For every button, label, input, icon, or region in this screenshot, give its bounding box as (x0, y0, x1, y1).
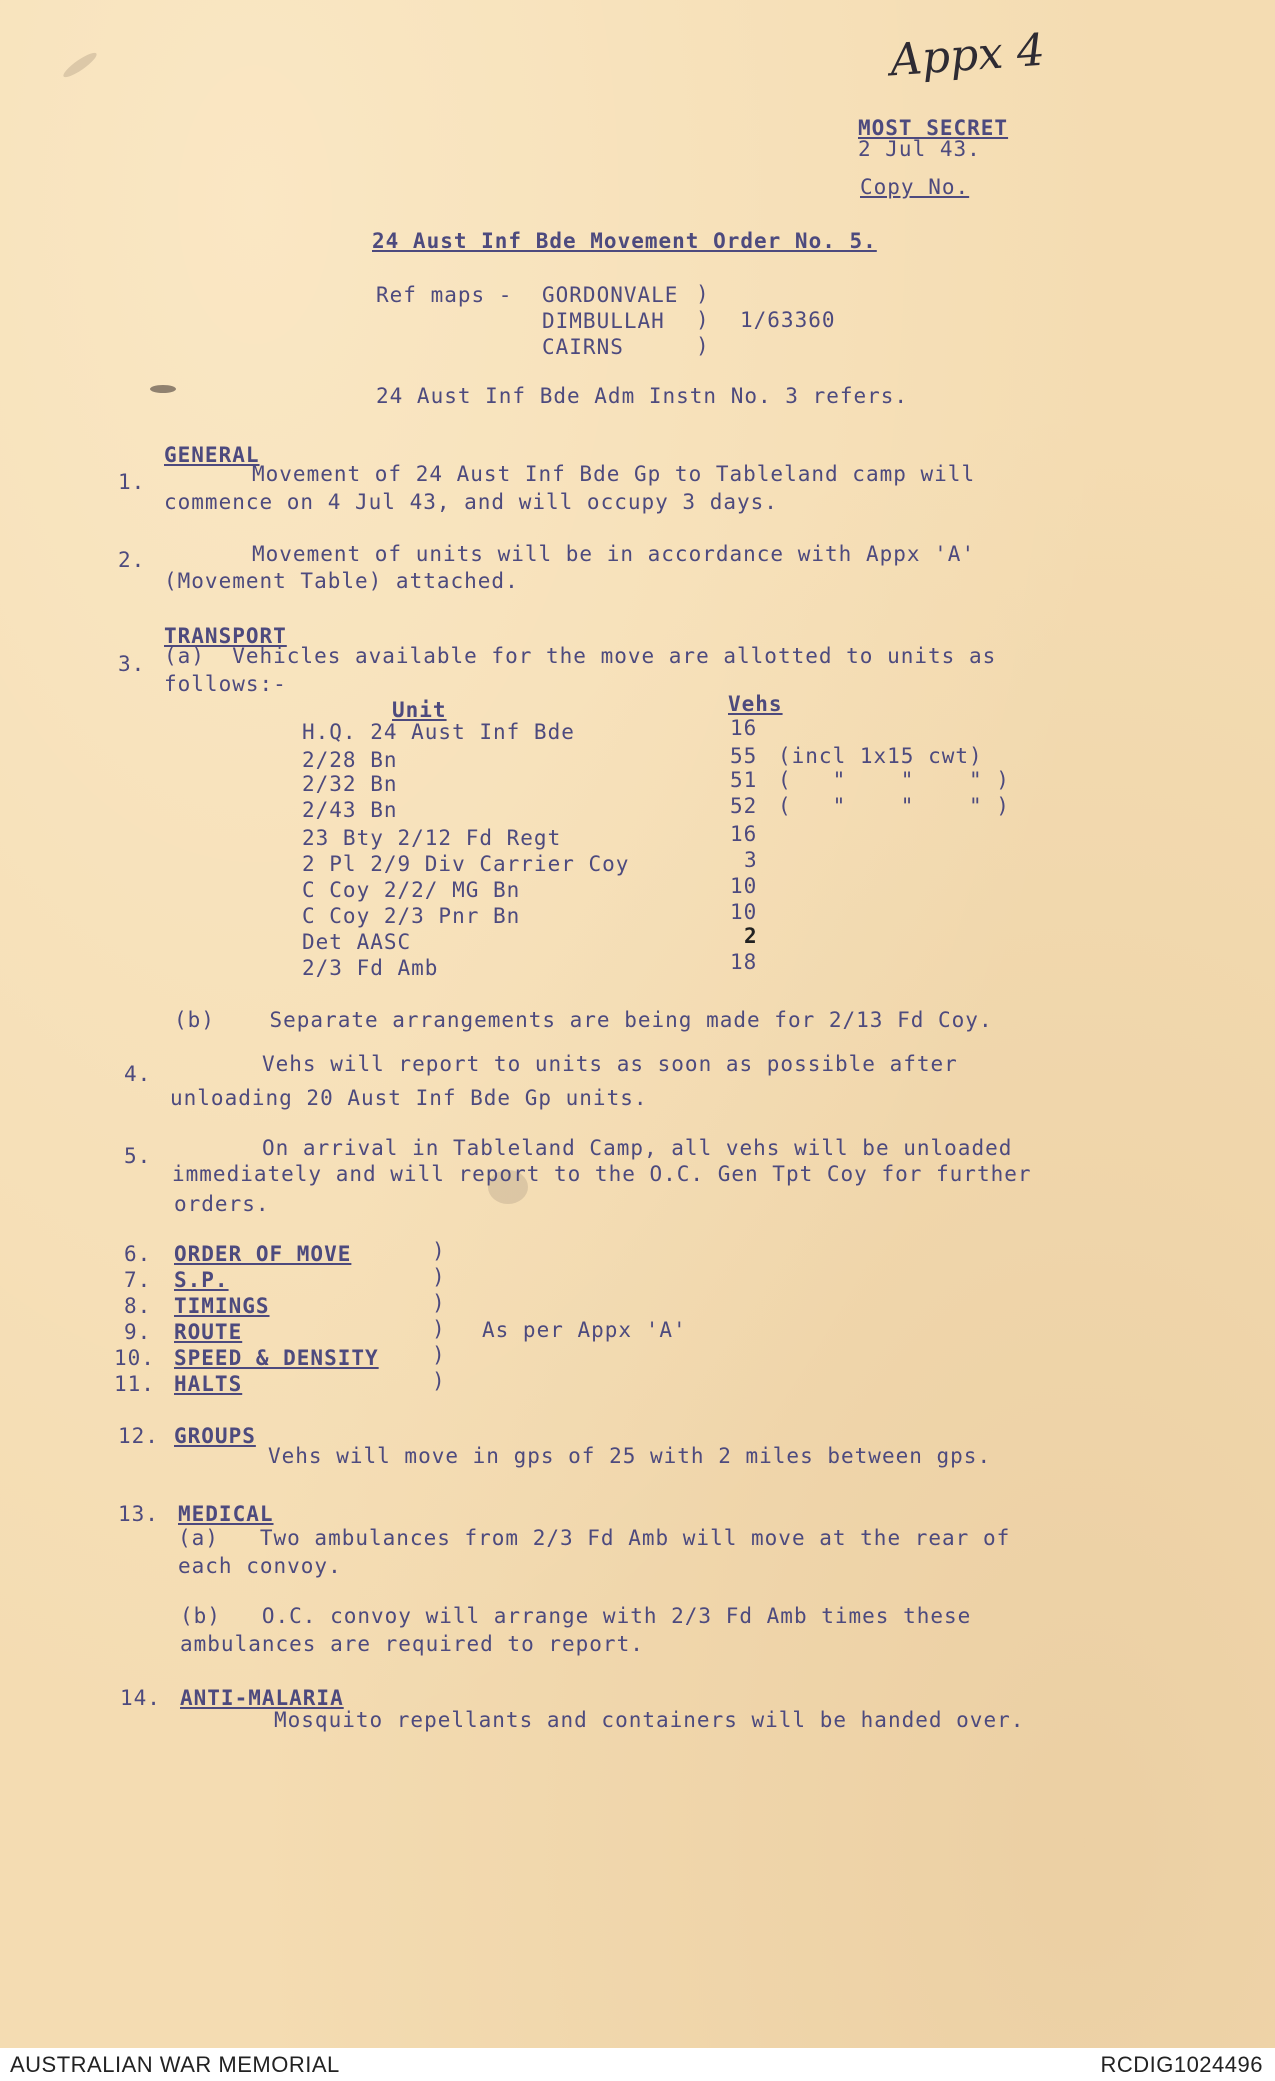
column-header-unit: Unit (392, 698, 447, 722)
para-number: 12. (118, 1424, 159, 1448)
as-per-appx-note: As per Appx 'A' (482, 1318, 687, 1342)
unit-name: C Coy 2/2/ MG Bn (302, 878, 521, 902)
column-header-vehs: Vehs (728, 692, 783, 716)
unit-name: H.Q. 24 Aust Inf Bde (302, 720, 575, 744)
unit-name: C Coy 2/3 Pnr Bn (302, 904, 521, 928)
para-number: 14. (120, 1686, 161, 1710)
para-number: 7. (124, 1268, 152, 1292)
section-heading-groups: GROUPS (174, 1424, 256, 1448)
para-number: 5. (124, 1144, 152, 1168)
unit-name: 2 Pl 2/9 Div Carrier Coy (302, 852, 630, 876)
document-title: 24 Aust Inf Bde Movement Order No. 5. (372, 229, 877, 253)
unit-name: 2/43 Bn (302, 798, 398, 822)
para-text: On arrival in Tableland Camp, all vehs will be unloaded (262, 1136, 1013, 1160)
document-date: 2 Jul 43. (858, 137, 981, 161)
vehicle-count: 3 (744, 848, 758, 872)
vehicle-count: 10 (730, 874, 758, 898)
brace: ) ) ) ) ) ) (432, 1239, 445, 1393)
vehicle-count: 51 (730, 768, 758, 792)
adm-instruction-ref: 24 Aust Inf Bde Adm Instn No. 3 refers. (376, 384, 909, 408)
vehicle-count: 16 (730, 822, 758, 846)
para-number: 9. (124, 1320, 152, 1344)
para-text: (Movement Table) attached. (164, 569, 519, 593)
para-number: 13. (118, 1502, 159, 1526)
ink-smudge (61, 49, 100, 80)
vehicle-note: ( " " " ) (778, 768, 1010, 792)
footer-record-id: RCDIG1024496 (1100, 2052, 1263, 2077)
item-heading: SPEED & DENSITY (174, 1346, 379, 1370)
brace: ) ) ) (696, 282, 709, 358)
para-text: (a) Two ambulances from 2/3 Fd Amb will move at the rear of (178, 1526, 1011, 1550)
unit-name: 23 Bty 2/12 Fd Regt (302, 826, 562, 850)
unit-name: 2/3 Fd Amb (302, 956, 439, 980)
item-heading: ORDER OF MOVE (174, 1242, 352, 1266)
para-text: unloading 20 Aust Inf Bde Gp units. (170, 1086, 648, 1110)
section-heading-medical: MEDICAL (178, 1502, 274, 1526)
para-number: 8. (124, 1294, 152, 1318)
vehicle-count: 52 (730, 794, 758, 818)
vehicle-count: 16 (730, 716, 758, 740)
para-text: orders. (174, 1192, 270, 1216)
section-heading-transport: TRANSPORT (164, 624, 287, 648)
para-text: (a) Vehicles available for the move are allotted to units as (164, 644, 997, 668)
vehicle-count: 55 (730, 744, 758, 768)
para-text: Movement of 24 Aust Inf Bde Gp to Tableland camp will (252, 462, 976, 486)
para-text: each convoy. (178, 1554, 342, 1578)
para-text: (b) O.C. convoy will arrange with 2/3 Fd Amb times these (180, 1604, 972, 1628)
vehicle-count: 10 (730, 900, 758, 924)
para-text: Vehs will move in gps of 25 with 2 miles between gps. (268, 1444, 992, 1468)
para-number: 4. (124, 1062, 152, 1086)
ref-map-name: DIMBULLAH (542, 309, 665, 333)
unit-name: Det AASC (302, 930, 412, 954)
item-heading: S.P. (174, 1268, 229, 1292)
ref-map-name: GORDONVALE (542, 283, 679, 307)
para-text: immediately and will report to the O.C. Gen Tpt Coy for further (172, 1162, 1032, 1186)
ref-map-name: CAIRNS (542, 335, 624, 359)
section-heading-general: GENERAL (164, 443, 260, 467)
para-text: Mosquito repellants and containers will be handed over. (274, 1708, 1025, 1732)
para-text: Movement of units will be in accordance with Appx 'A' (252, 542, 976, 566)
vehicle-count: 2 (744, 924, 758, 948)
para-text: commence on 4 Jul 43, and will occupy 3 days. (164, 490, 778, 514)
handwritten-annotation: Appx 4 (888, 24, 1047, 87)
archive-footer (0, 2048, 1275, 2081)
vehicle-note: ( " " " ) (778, 794, 1010, 818)
unit-name: 2/28 Bn (302, 748, 398, 772)
vehicle-note: (incl 1x15 cwt) (778, 744, 983, 768)
para-number: 1. (118, 470, 146, 494)
footer-source: AUSTRALIAN WAR MEMORIAL (10, 2052, 340, 2077)
para-number: 10. (114, 1346, 155, 1370)
section-heading-anti-malaria: ANTI-MALARIA (180, 1686, 344, 1710)
vehicle-count: 18 (730, 950, 758, 974)
map-scale: 1/63360 (740, 308, 836, 332)
para-number: 11. (114, 1372, 155, 1396)
para-text: follows:- (164, 672, 287, 696)
classification: MOST SECRET (858, 116, 1009, 140)
copy-number: Copy No. (860, 175, 970, 199)
ref-maps-label: Ref maps - (376, 283, 513, 307)
item-heading: TIMINGS (174, 1294, 270, 1318)
para-text: Vehs will report to units as soon as possible after (262, 1052, 958, 1076)
para-text: (b) Separate arrangements are being made for 2/13 Fd Coy. (174, 1008, 993, 1032)
item-heading: ROUTE (174, 1320, 243, 1344)
para-number: 3. (118, 652, 146, 676)
unit-name: 2/32 Bn (302, 772, 398, 796)
para-number: 2. (118, 548, 146, 572)
ink-smudge (150, 385, 176, 393)
para-text: ambulances are required to report. (180, 1632, 644, 1656)
para-number: 6. (124, 1242, 152, 1266)
item-heading: HALTS (174, 1372, 243, 1396)
